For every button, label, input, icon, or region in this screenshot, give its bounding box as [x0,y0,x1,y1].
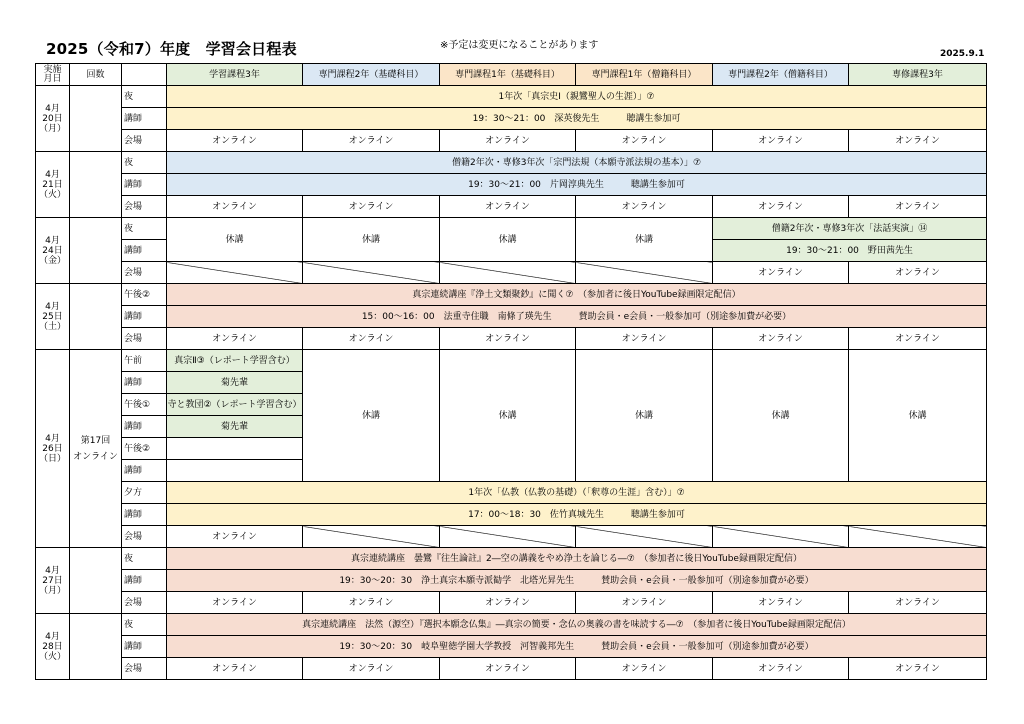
venue-cell: オンライン [167,592,303,614]
slot-column-header [122,64,167,86]
empty-slot [576,262,713,284]
day-0426-evening-row [36,482,987,504]
day-date: 4月 25日 （土） [36,284,70,350]
venue-cell: オンライン [713,196,849,218]
slot-label: 会場 [122,328,167,350]
empty-slot [576,526,713,548]
header-row [36,64,987,86]
closed-cell: 休講 [576,350,713,482]
slot-label: 夕方 [122,482,167,504]
session-title: 真宗連続講座 曇鸞『往生論註』2―空の講義をやめ浄土を論じる―⑦ （参加者に後日YouTube録画限定配信） [167,548,987,570]
venue-cell: オンライン [713,328,849,350]
day-0420-night-row [36,86,987,108]
slot-label: 講師 [122,306,167,328]
session-lecturer: 17：00～18：30 佐竹真城先生 聴講生参加可 [167,504,987,526]
venue-cell: オンライン [576,196,713,218]
session-lecturer: 19：30～21：00 深英俊先生 聴講生参加可 [167,108,987,130]
venue-cell: オンライン [576,592,713,614]
venue-cell: オンライン [849,658,987,680]
closed-cell: 休講 [849,350,987,482]
venue-cell: オンライン [440,130,576,152]
course-header-5: 専門課程2年（僧籍科目） [713,64,849,86]
venue-cell: オンライン [303,130,440,152]
venue-cell: オンライン [713,130,849,152]
slot-label: 午後② [122,438,167,460]
closed-cell: 休講 [303,350,440,482]
venue-cell: オンライン [440,658,576,680]
slot-label: 会場 [122,658,167,680]
slot-label: 講師 [122,416,167,438]
session-lecturer: 菊先輩 [167,416,303,438]
course-header-4: 専門課程1年（僧籍科目） [576,64,713,86]
venue-cell: オンライン [440,328,576,350]
slot-label: 会場 [122,130,167,152]
venue-cell: オンライン [849,328,987,350]
empty-slot [303,526,440,548]
slot-label: 午前 [122,350,167,372]
closed-cell: 休講 [576,218,713,262]
venue-cell: オンライン [713,658,849,680]
day-count [70,548,122,614]
day-0421-venue-row [36,196,987,218]
session-lecturer: 19：30～20：30 浄土真宗本願寺派勧学 北塔光昇先生 賛助会員・e会員・一般参加可（別途参加費が必要） [167,570,987,592]
day-date: 4月 28日 （火） [36,614,70,680]
empty-slot [167,460,303,482]
empty-slot [713,526,849,548]
closed-cell: 休講 [440,350,576,482]
slot-label: 講師 [122,108,167,130]
slot-label: 講師 [122,504,167,526]
day-count [70,284,122,350]
closed-cell: 休講 [713,350,849,482]
session-number: 第17回 [80,435,111,446]
empty-slot [440,262,576,284]
slot-label: 講師 [122,240,167,262]
venue-cell: オンライン [303,196,440,218]
venue-cell: オンライン [167,658,303,680]
day-0427-lecturer-row [36,570,987,592]
day-0428-venue-row [36,658,987,680]
venue-cell: オンライン [713,262,849,284]
slot-label: 会場 [122,526,167,548]
slot-label: 夜 [122,218,167,240]
venue-cell: オンライン [303,328,440,350]
schedule-change-notice: ※予定は変更になることがあります [440,40,599,51]
venue-cell: オンライン [576,658,713,680]
count-column-header: 回数 [70,64,122,86]
day-0426-evening-lecturer-row [36,504,987,526]
venue-cell: オンライン [440,196,576,218]
session-lecturer: 19：30～21：00 片岡淳典先生 聴講生参加可 [167,174,987,196]
day-0420-lecturer-row [36,108,987,130]
venue-cell: オンライン [576,328,713,350]
day-0425-session-row [36,284,987,306]
slot-label: 夜 [122,548,167,570]
slot-label: 講師 [122,570,167,592]
slot-label: 午後② [122,284,167,306]
slot-label: 午後① [122,394,167,416]
day-0425-venue-row [36,328,987,350]
empty-slot [440,526,576,548]
venue-cell: オンライン [303,658,440,680]
slot-label: 講師 [122,372,167,394]
course-header-3: 専門課程1年（基礎科目） [440,64,576,86]
closed-cell: 休講 [440,218,576,262]
session-title: 寺と教団②（レポート学習含む） [167,394,303,416]
session-title: 1年次「真宗史Ⅰ（親鸞聖人の生涯）」⑦ [167,86,987,108]
venue-cell: オンライン [849,592,987,614]
closed-cell: 休講 [303,218,440,262]
venue-cell: オンライン [167,196,303,218]
session-lecturer: 15：00～16：00 法重寺住職 南條了瑛先生 賛助会員・e会員・一般参加可（別途参加費が必要） [167,306,987,328]
slot-label: 講師 [122,460,167,482]
session-title: 真宗連続講座 法然（源空）『選択本願念仏集』―真宗の簡要・念仏の奥義の書を味読する―⑦ （参加者に後日YouTube録画限定配信） [167,614,987,636]
day-0424-night-row [36,218,987,240]
day-0427-night-row [36,548,987,570]
day-0421-night-row [36,152,987,174]
day-0421-lecturer-row [36,174,987,196]
session-lecturer: 菊先輩 [167,372,303,394]
slot-label: 講師 [122,636,167,658]
day-count [70,614,122,680]
venue-cell: オンライン [167,130,303,152]
empty-slot [849,526,987,548]
day-0428-lecturer-row [36,636,987,658]
day-date: 4月 26日 （日） [36,350,70,548]
slot-label: 夜 [122,614,167,636]
course-header-2: 専門課程2年（基礎科目） [303,64,440,86]
session-mode: オンライン [73,451,118,462]
session-lecturer: 19：30～21：00 野田茜先生 [713,240,987,262]
slot-label: 講師 [122,174,167,196]
closed-cell: 休講 [167,218,303,262]
day-0424-venue-row [36,262,987,284]
day-0426-am-row [36,350,987,372]
slot-label: 会場 [122,592,167,614]
day-count [70,350,122,548]
day-date: 4月 21日 （火） [36,152,70,218]
session-title: 真宗Ⅱ③（レポート学習含む） [167,350,303,372]
venue-cell: オンライン [849,262,987,284]
day-count [70,152,122,218]
venue-cell: オンライン [303,592,440,614]
venue-cell: オンライン [849,130,987,152]
issue-date: 2025.9.1 [940,49,985,59]
schedule-table [35,63,987,680]
date-column-header: 実施 月日 [36,64,70,86]
empty-slot [167,262,303,284]
course-header-1: 学習課程3年 [167,64,303,86]
slot-label: 会場 [122,262,167,284]
day-count [70,86,122,152]
day-0420-venue-row [36,130,987,152]
page-title: 2025（令和7）年度 学習会日程表 [46,40,297,58]
session-title: 真宗連続講座『浄土文類聚鈔』に聞く⑦ （参加者に後日YouTube録画限定配信） [167,284,987,306]
venue-cell: オンライン [440,592,576,614]
day-0427-venue-row [36,592,987,614]
venue-cell: オンライン [576,130,713,152]
venue-cell: オンライン [167,526,303,548]
day-0426-venue-row [36,526,987,548]
venue-cell: オンライン [167,328,303,350]
empty-slot [167,438,303,460]
session-title: 僧籍2年次・専修3年次「法話実演」⑭ [713,218,987,240]
day-date: 4月 24日 （金） [36,218,70,284]
session-lecturer: 19：30～20：30 岐阜聖徳学園大学教授 河智義邦先生 賛助会員・e会員・一般参加可（別途参加費が必要） [167,636,987,658]
day-0428-night-row [36,614,987,636]
session-title: 僧籍2年次・専修3年次「宗門法規（本願寺派法規の基本）」⑦ [167,152,987,174]
slot-label: 会場 [122,196,167,218]
day-0425-lecturer-row [36,306,987,328]
day-date: 4月 20日 （月） [36,86,70,152]
slot-label: 夜 [122,152,167,174]
day-count [70,218,122,284]
venue-cell: オンライン [713,592,849,614]
day-date: 4月 27日 （月） [36,548,70,614]
session-title: 1年次「仏教（仏教の基礎）（「釈尊の生涯」含む）」⑦ [167,482,987,504]
empty-slot [303,262,440,284]
slot-label: 夜 [122,86,167,108]
course-header-6: 専修課程3年 [849,64,987,86]
venue-cell: オンライン [849,196,987,218]
